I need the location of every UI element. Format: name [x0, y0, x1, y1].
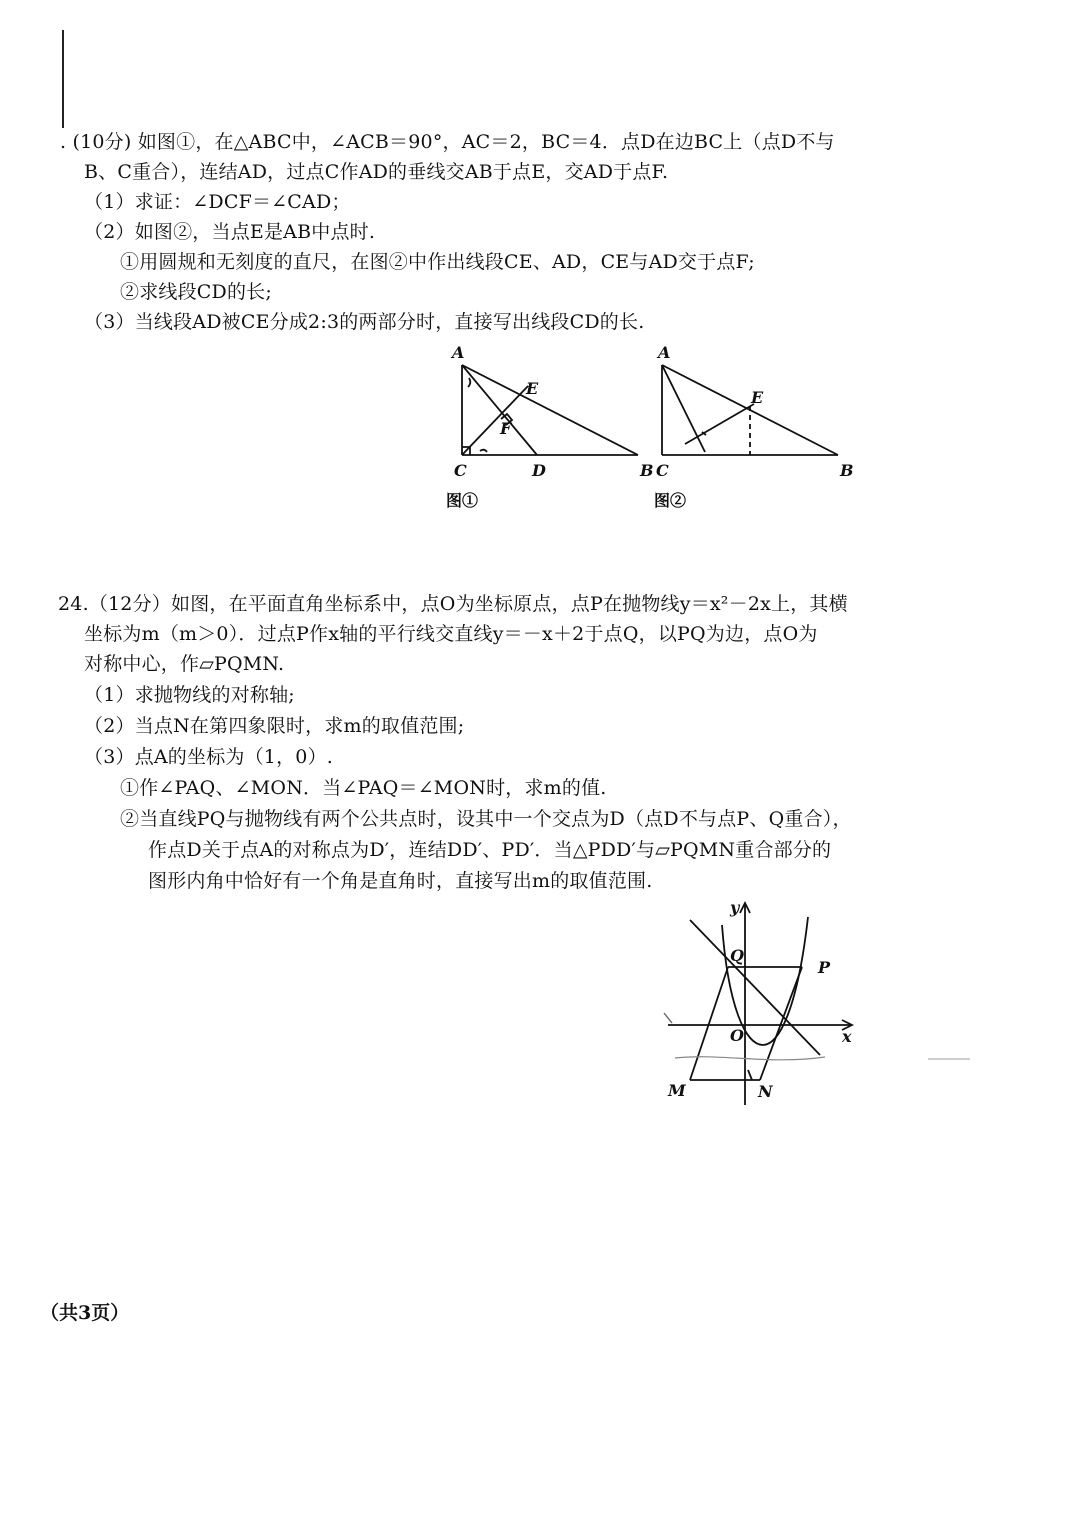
fig1-label-d: D: [532, 461, 546, 480]
q24-label-y: y: [730, 898, 740, 917]
q24-part-3b-line-2: 作点D关于点A的对称点为D′，连结DD′、PD′．当△PDD′与▱PQMN重合部分的: [148, 839, 832, 861]
q23-part-1: （1）求证：∠DCF＝∠CAD；: [84, 191, 351, 213]
margin-line: [62, 30, 64, 128]
q24-part-1: （1）求抛物线的对称轴;: [84, 684, 295, 706]
fig1-label-c: C: [454, 461, 467, 480]
fig1-label-e: E: [526, 379, 539, 398]
q23-part-2: （2）如图②，当点E是AB中点时.: [84, 221, 376, 243]
q24-figure: [650, 895, 880, 1115]
q24-label-x: x: [842, 1027, 852, 1046]
q24-part-3b-line-1: ②当直线PQ与抛物线有两个公共点时，设其中一个交点为D（点D不与点P、Q重合），: [120, 808, 852, 830]
fig1-label-a: A: [452, 343, 465, 362]
fig2-label-a: A: [658, 343, 671, 362]
fig1-label-f: F: [500, 419, 512, 438]
q24-label-o: O: [730, 1026, 744, 1045]
page-footer: （共3页）: [40, 1302, 130, 1324]
q24-part-3: （3）点A的坐标为（1，0）.: [84, 746, 334, 768]
q23-part-3: （3）当线段AD被CE分成2:3的两部分时，直接写出线段CD的长.: [84, 311, 645, 333]
fig1-caption: 图①: [446, 491, 479, 510]
scan-mark: [928, 1058, 970, 1060]
q23-line-2: B、C重合），连结AD，过点C作AD的垂线交AB于点E，交AD于点F.: [84, 161, 669, 183]
q24-part-3a: ①作∠PAQ、∠MON．当∠PAQ＝∠MON时，求m的值.: [120, 777, 607, 799]
q24-line-1: 24.（12分）如图，在平面直角坐标系中，点O为坐标原点，点P在抛物线y＝x²－2x上，其横: [58, 593, 848, 615]
fig2-label-e: E: [751, 388, 764, 407]
fig2-label-c: C: [656, 461, 669, 480]
q24-part-3b-line-3: 图形内角中恰好有一个角是直角时，直接写出m的取值范围.: [148, 870, 653, 892]
q23-line-1: . (10分) 如图①，在△ABC中，∠ACB＝90°，AC＝2，BC＝4．点D在边BC上（点D不与: [60, 131, 835, 153]
q24-label-m: M: [668, 1081, 686, 1100]
fig2-label-b: B: [840, 461, 854, 480]
fig1-label-b: B: [640, 461, 654, 480]
q23-part-2b: ②求线段CD的长;: [120, 281, 272, 303]
q23-part-2a: ①用圆规和无刻度的直尺，在图②中作出线段CE、AD，CE与AD交于点F;: [120, 251, 755, 273]
q24-label-n: N: [758, 1082, 773, 1101]
q24-label-p: P: [818, 958, 831, 977]
q24-label-q: Q: [730, 946, 744, 965]
q23-figure-2: [648, 340, 868, 520]
q23-figure-1: [440, 340, 660, 520]
q24-line-3: 对称中心，作▱PQMN.: [84, 653, 285, 675]
q24-line-2: 坐标为m（m＞0）．过点P作x轴的平行线交直线y＝－x＋2于点Q，以PQ为边，点O为: [84, 623, 818, 645]
fig2-caption: 图②: [654, 491, 687, 510]
q24-part-2: （2）当点N在第四象限时，求m的取值范围;: [84, 715, 465, 737]
